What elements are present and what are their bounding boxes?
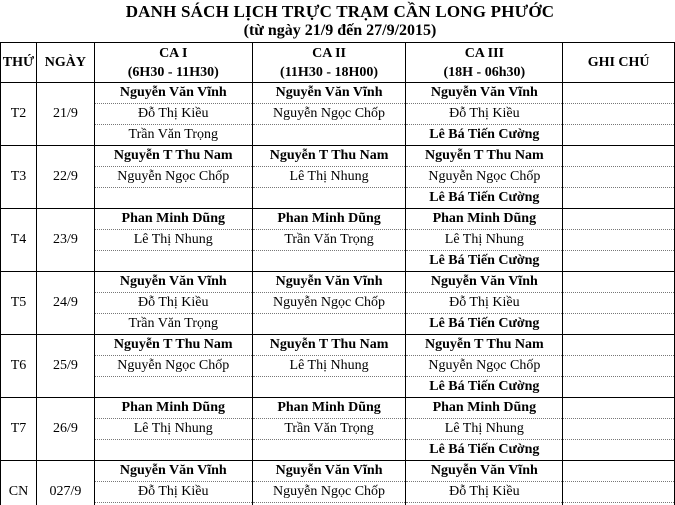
shift-1-staff: Trần Văn Trọng: [94, 125, 252, 146]
header-ca3: CA III (18H - 06h30): [406, 43, 563, 83]
shift-2-staff: Nguyễn T Thu Nam: [252, 146, 406, 167]
shift-1-staff: Đỗ Thị Kiều: [94, 293, 252, 314]
day-of-week: T2: [1, 83, 37, 146]
schedule-row: [1, 167, 675, 188]
note-cell: [563, 293, 675, 314]
schedule-row: [1, 293, 675, 314]
shift-1-staff: Nguyễn Văn Vĩnh: [94, 461, 252, 482]
shift-1-staff: Đỗ Thị Kiều: [94, 482, 252, 503]
shift-2-staff: Nguyễn Ngọc Chốp: [252, 482, 406, 503]
shift-1-staff: Nguyễn Ngọc Chốp: [94, 167, 252, 188]
date: 26/9: [36, 398, 94, 461]
shift-1-staff: [94, 377, 252, 398]
date: 027/9: [36, 461, 94, 505]
schedule-row: [1, 377, 675, 398]
shift-2-staff: Nguyễn Văn Vĩnh: [252, 83, 406, 104]
schedule-row: [1, 209, 675, 230]
header-thu: THỨ: [1, 43, 37, 83]
note-cell: [563, 377, 675, 398]
note-cell: [563, 314, 675, 335]
shift-2-staff: [252, 125, 406, 146]
shift-3-staff: Lê Bá Tiến Cường: [406, 314, 563, 335]
note-cell: [563, 272, 675, 293]
date: 23/9: [36, 209, 94, 272]
date: 22/9: [36, 146, 94, 209]
shift-1-staff: [94, 440, 252, 461]
day-of-week: T6: [1, 335, 37, 398]
shift-2-staff: Lê Thị Nhung: [252, 167, 406, 188]
shift-3-staff: Lê Thị Nhung: [406, 230, 563, 251]
shift-2-staff: Lê Thị Nhung: [252, 356, 406, 377]
day-of-week: CN: [1, 461, 37, 505]
schedule-row: [1, 83, 675, 104]
header-ca2: CA II (11H30 - 18H00): [252, 43, 406, 83]
note-cell: [563, 146, 675, 167]
note-cell: [563, 356, 675, 377]
shift-3-staff: Lê Bá Tiến Cường: [406, 125, 563, 146]
note-cell: [563, 461, 675, 482]
note-cell: [563, 209, 675, 230]
schedule-row: [1, 356, 675, 377]
shift-1-staff: Nguyễn Ngọc Chốp: [94, 356, 252, 377]
note-cell: [563, 104, 675, 125]
shift-1-staff: Trần Văn Trọng: [94, 314, 252, 335]
schedule-row: [1, 398, 675, 419]
schedule-row: [1, 104, 675, 125]
shift-2-staff: [252, 440, 406, 461]
shift-2-staff: Trần Văn Trọng: [252, 419, 406, 440]
shift-2-staff: Phan Minh Dũng: [252, 209, 406, 230]
shift-1-staff: [94, 251, 252, 272]
shift-2-staff: Nguyễn Văn Vĩnh: [252, 272, 406, 293]
shift-2-staff: Nguyễn Ngọc Chốp: [252, 293, 406, 314]
shift-3-staff: Đỗ Thị Kiều: [406, 293, 563, 314]
note-cell: [563, 335, 675, 356]
note-cell: [563, 398, 675, 419]
shift-3-staff: Nguyễn Văn Vĩnh: [406, 83, 563, 104]
header-ngay: NGÀY: [36, 43, 94, 83]
day-of-week: T4: [1, 209, 37, 272]
note-cell: [563, 83, 675, 104]
shift-1-staff: Lê Thị Nhung: [94, 419, 252, 440]
schedule-row: [1, 188, 675, 209]
date: 25/9: [36, 335, 94, 398]
note-cell: [563, 440, 675, 461]
shift-2-staff: Nguyễn Văn Vĩnh: [252, 461, 406, 482]
date: 24/9: [36, 272, 94, 335]
shift-1-staff: [94, 188, 252, 209]
shift-3-staff: Nguyễn T Thu Nam: [406, 146, 563, 167]
schedule-row: [1, 272, 675, 293]
shift-3-staff: Nguyễn Văn Vĩnh: [406, 461, 563, 482]
shift-2-staff: [252, 314, 406, 335]
shift-3-staff: Lê Bá Tiến Cường: [406, 251, 563, 272]
shift-1-staff: Phan Minh Dũng: [94, 398, 252, 419]
schedule-row: [1, 335, 675, 356]
day-of-week: T5: [1, 272, 37, 335]
shift-2-staff: Phan Minh Dũng: [252, 398, 406, 419]
note-cell: [563, 419, 675, 440]
note-cell: [563, 167, 675, 188]
schedule-row: [1, 251, 675, 272]
shift-1-staff: Nguyễn T Thu Nam: [94, 146, 252, 167]
schedule-row: [1, 482, 675, 503]
schedule-table: [0, 42, 675, 505]
shift-3-staff: Nguyễn T Thu Nam: [406, 335, 563, 356]
shift-1-staff: Phan Minh Dũng: [94, 209, 252, 230]
day-of-week: T7: [1, 398, 37, 461]
schedule-row: [1, 230, 675, 251]
shift-3-staff: Đỗ Thị Kiều: [406, 104, 563, 125]
day-of-week: T3: [1, 146, 37, 209]
shift-2-staff: [252, 188, 406, 209]
shift-2-staff: [252, 377, 406, 398]
shift-3-staff: Phan Minh Dũng: [406, 209, 563, 230]
date: 21/9: [36, 83, 94, 146]
shift-1-staff: Lê Thị Nhung: [94, 230, 252, 251]
page-subtitle: (từ ngày 21/9 đến 27/9/2015): [243, 22, 437, 39]
shift-3-staff: Phan Minh Dũng: [406, 398, 563, 419]
schedule-row: [1, 146, 675, 167]
note-cell: [563, 230, 675, 251]
note-cell: [563, 188, 675, 209]
shift-3-staff: Lê Bá Tiến Cường: [406, 440, 563, 461]
schedule-row: [1, 440, 675, 461]
shift-3-staff: Nguyễn Văn Vĩnh: [406, 272, 563, 293]
page-title: DANH SÁCH LỊCH TRỰC TRẠM CẦN LONG PHƯỚC: [125, 2, 555, 21]
schedule-row: [1, 461, 675, 482]
note-cell: [563, 125, 675, 146]
note-cell: [563, 482, 675, 503]
shift-3-staff: Lê Thị Nhung: [406, 419, 563, 440]
shift-2-staff: Nguyễn Ngọc Chốp: [252, 104, 406, 125]
shift-3-staff: Nguyễn Ngọc Chốp: [406, 167, 563, 188]
shift-2-staff: Nguyễn T Thu Nam: [252, 335, 406, 356]
schedule-row: [1, 314, 675, 335]
shift-3-staff: Lê Bá Tiến Cường: [406, 377, 563, 398]
schedule-row: [1, 125, 675, 146]
shift-1-staff: Nguyễn Văn Vĩnh: [94, 83, 252, 104]
shift-2-staff: [252, 251, 406, 272]
shift-3-staff: Lê Bá Tiến Cường: [406, 188, 563, 209]
note-cell: [563, 251, 675, 272]
header-ca1: CA I (6H30 - 11H30): [94, 43, 252, 83]
shift-2-staff: Trần Văn Trọng: [252, 230, 406, 251]
header-ghichu: GHI CHÚ: [563, 43, 675, 83]
shift-3-staff: Đỗ Thị Kiều: [406, 482, 563, 503]
shift-3-staff: Nguyễn Ngọc Chốp: [406, 356, 563, 377]
schedule-row: [1, 419, 675, 440]
shift-1-staff: Nguyễn Văn Vĩnh: [94, 272, 252, 293]
shift-1-staff: Nguyễn T Thu Nam: [94, 335, 252, 356]
shift-1-staff: Đỗ Thị Kiều: [94, 104, 252, 125]
